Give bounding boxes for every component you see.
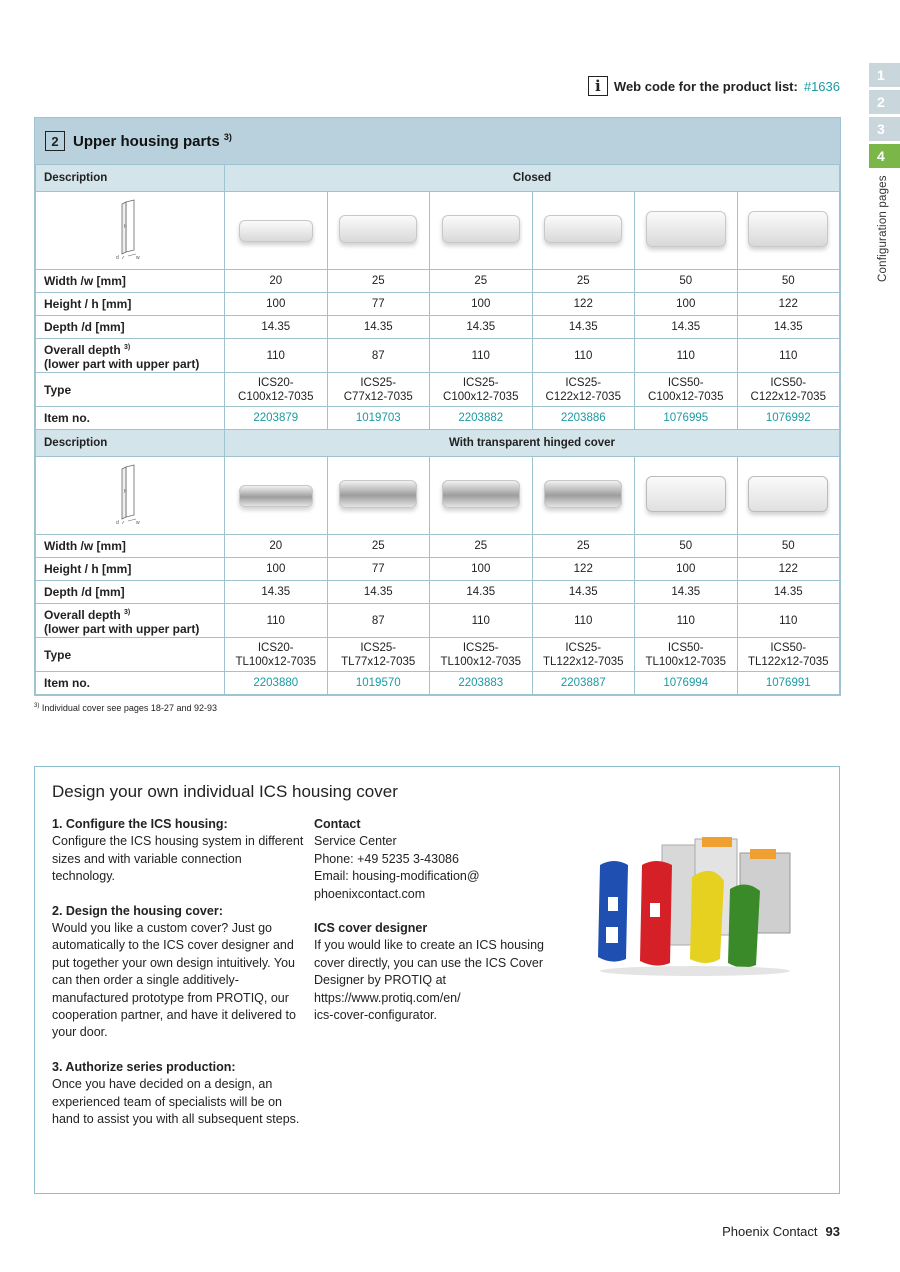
depth-row-value: 14.35: [327, 316, 430, 339]
image-row: [36, 192, 840, 270]
depth-row-label: Depth /d [mm]: [36, 581, 225, 604]
width-row-value: 20: [225, 535, 328, 558]
item-no-label: Item no.: [36, 672, 225, 695]
depth-row-value: 14.35: [635, 581, 738, 604]
height-row-value: 100: [430, 293, 533, 316]
width-row-value: 25: [532, 270, 635, 293]
product-image-cell: [430, 457, 533, 535]
housing-cover-image: [442, 215, 520, 243]
design-steps: [52, 816, 304, 1129]
product-image-cell: [225, 457, 328, 535]
product-image-cell: [635, 457, 738, 535]
height-row-value: 100: [635, 558, 738, 581]
overall-depth-label: [36, 604, 225, 638]
depth-row-value: 14.35: [327, 581, 430, 604]
overall-depth-label-note: (lower part with upper part): [44, 356, 200, 371]
step1-text: Configure the ICS housing system in different sizes and with variable connection technology.: [52, 834, 304, 884]
type-value: [327, 638, 430, 672]
housing-cover-image: [239, 485, 313, 507]
item-no-link[interactable]: 1019570: [327, 672, 430, 695]
type-value: [737, 373, 840, 407]
width-row-label: Width /w [mm]: [36, 535, 225, 558]
chapter-tab-3[interactable]: 3: [869, 117, 900, 141]
height-row-value: 77: [327, 293, 430, 316]
overall-depth-footnote-ref: 3): [124, 343, 131, 351]
width-row-value: 50: [737, 535, 840, 558]
height-row-value: 122: [737, 293, 840, 316]
chapter-tabs: [869, 63, 900, 171]
height-row-label: Height / h [mm]: [36, 558, 225, 581]
type-value-line1: ICS20-: [257, 376, 294, 389]
housing-cover-image: [748, 476, 828, 512]
dimension-drawing-cell: [36, 192, 225, 270]
overall-depth-value: 110: [430, 339, 533, 373]
type-value-line1: ICS50-: [770, 376, 807, 389]
overall-depth-row: [36, 604, 840, 638]
width-row: [36, 270, 840, 293]
item-no-label: Item no.: [36, 407, 225, 430]
height-row-value: 77: [327, 558, 430, 581]
image-row: [36, 457, 840, 535]
item-no-link[interactable]: 1076994: [635, 672, 738, 695]
step3-title: 3. Authorize series production:: [52, 1059, 236, 1074]
info-icon: i: [588, 76, 608, 96]
overall-depth-row: [36, 339, 840, 373]
item-no-link[interactable]: 2203887: [532, 672, 635, 695]
type-value: [737, 638, 840, 672]
item-no-link[interactable]: 2203883: [430, 672, 533, 695]
description-row: [36, 430, 840, 457]
height-row-value: 122: [737, 558, 840, 581]
product-image-cell: [327, 457, 430, 535]
type-value-line2: TL77x12-7035: [341, 655, 416, 668]
height-row-value: 100: [225, 558, 328, 581]
design-own-cover-box: [34, 766, 840, 1194]
product-image-cell: [430, 192, 533, 270]
product-image-cell: [532, 192, 635, 270]
footer-brand: Phoenix Contact: [722, 1224, 818, 1239]
description-label: Description: [36, 430, 225, 457]
svg-text:d: d: [116, 254, 119, 260]
overall-depth-value: 110: [737, 604, 840, 638]
overall-depth-label-text: Overall depth: [44, 342, 121, 357]
type-value-line2: TL100x12-7035: [235, 655, 317, 668]
step2-text: Would you like a custom cover? Just go automatically to the ICS cover designer and put together your own design intuitively. You can then order a single additively-manufactured prototype from PROTIQ, our cooperation partner, and have it delivered to your door.: [52, 921, 296, 1040]
variant-header: Closed: [225, 165, 840, 192]
svg-text:h: h: [124, 488, 127, 495]
item-no-link[interactable]: 2203880: [225, 672, 328, 695]
svg-text:w: w: [136, 254, 140, 260]
overall-depth-label-text: Overall depth: [44, 607, 121, 622]
step1-title: 1. Configure the ICS housing:: [52, 817, 228, 831]
depth-row-value: 14.35: [532, 316, 635, 339]
width-row-value: 25: [430, 270, 533, 293]
depth-row-value: 14.35: [430, 581, 533, 604]
section-title: Upper housing parts $^{3)}$: [73, 132, 232, 150]
width-row-value: 25: [327, 535, 430, 558]
width-row-value: 20: [225, 270, 328, 293]
description-row: [36, 165, 840, 192]
dimension-drawing: [110, 198, 150, 260]
side-label: Configuration pages: [877, 175, 889, 282]
type-value-line2: C122x12-7035: [545, 390, 621, 403]
height-row: [36, 293, 840, 316]
height-row-value: 100: [430, 558, 533, 581]
housing-cover-image: [646, 476, 726, 512]
designer-title: ICS cover designer: [314, 921, 428, 936]
depth-row-value: 14.35: [532, 581, 635, 604]
width-row-value: 50: [635, 270, 738, 293]
type-value-line1: ICS50-: [667, 641, 704, 654]
width-row-value: 25: [532, 535, 635, 558]
chapter-tab-2[interactable]: 2: [869, 90, 900, 114]
overall-depth-value: 87: [327, 339, 430, 373]
type-value-line2: TL100x12-7035: [645, 655, 727, 668]
web-code-link[interactable]: #1636: [803, 78, 840, 94]
depth-row: [36, 581, 840, 604]
step3-text: Once you have decided on a design, an experienced team of specialists will be on hand to assist you with all subsequent steps.: [52, 1077, 300, 1127]
type-value-line1: ICS25-: [462, 376, 499, 389]
dimension-drawing: [110, 463, 150, 525]
type-value-line1: ICS25-: [360, 376, 397, 389]
type-value-line2: TL122x12-7035: [747, 655, 829, 668]
type-value-line1: ICS50-: [667, 376, 704, 389]
upper-housing-table: [34, 117, 841, 696]
dimension-drawing-cell: [36, 457, 225, 535]
design-contact: [314, 816, 554, 1024]
contact-title: Contact: [314, 817, 361, 831]
designer-text: If you would like to create an ICS housing cover directly, you can use the ICS Cover Designer by PROTIQ at https://www.protiq.com/en/ ics-cover-configurator.: [314, 938, 544, 1023]
housing-covers-photo: [590, 837, 805, 977]
width-row-label: Width /w [mm]: [36, 270, 225, 293]
height-row-value: 100: [225, 293, 328, 316]
contact-lines: Service Center Phone: +49 5235 3-43086 Email: housing-modification@ phoenixcontact.com: [314, 834, 480, 901]
type-value: [635, 638, 738, 672]
overall-depth-footnote-ref: 3): [124, 608, 131, 616]
type-value: [327, 373, 430, 407]
type-value-line2: TL122x12-7035: [542, 655, 624, 668]
type-value-line2: C100x12-7035: [443, 390, 519, 403]
step2-title: 2. Design the housing cover:: [52, 903, 223, 918]
type-value-line1: ICS50-: [770, 641, 807, 654]
item-no-link[interactable]: 2203882: [430, 407, 533, 430]
overall-depth-value: 110: [225, 604, 328, 638]
svg-text:w: w: [136, 519, 140, 525]
item-no-link[interactable]: 1076992: [737, 407, 840, 430]
depth-row-value: 14.35: [635, 316, 738, 339]
overall-depth-value: 110: [532, 339, 635, 373]
type-value-line2: C77x12-7035: [343, 390, 413, 403]
width-row-value: 25: [327, 270, 430, 293]
housing-cover-image: [239, 220, 313, 242]
product-image-cell: [225, 192, 328, 270]
item-no-row: [36, 672, 840, 695]
type-value: [430, 638, 533, 672]
depth-row-value: 14.35: [430, 316, 533, 339]
section-number: 2: [45, 131, 65, 151]
section-header: [35, 118, 840, 164]
type-label: Type: [36, 638, 225, 672]
variant-header: With transparent hinged cover: [225, 430, 840, 457]
type-value-line1: ICS25-: [565, 376, 602, 389]
svg-text:h: h: [124, 223, 127, 230]
overall-depth-value: 110: [737, 339, 840, 373]
housing-cover-image: [339, 480, 417, 508]
product-image-cell: [635, 192, 738, 270]
type-row: [36, 638, 840, 672]
item-no-link[interactable]: 1076991: [737, 672, 840, 695]
overall-depth-value: 110: [635, 604, 738, 638]
design-title: Design your own individual ICS housing cover: [52, 782, 398, 801]
type-row: [36, 373, 840, 407]
page-number: 93: [825, 1224, 840, 1239]
type-value: [635, 373, 738, 407]
housing-cover-image: [748, 211, 828, 247]
height-row-value: 122: [532, 558, 635, 581]
type-value-line2: C100x12-7035: [648, 390, 724, 403]
height-row-label: Height / h [mm]: [36, 293, 225, 316]
web-code: [588, 76, 840, 96]
overall-depth-value: 110: [225, 339, 328, 373]
type-value: [532, 373, 635, 407]
housing-cover-image: [544, 480, 622, 508]
item-no-link[interactable]: 2203886: [532, 407, 635, 430]
footnote: $^{3)}$ Individual cover see pages 18-27 and 92-93: [34, 703, 217, 713]
height-row-value: 122: [532, 293, 635, 316]
height-row-value: 100: [635, 293, 738, 316]
type-value-line1: ICS25-: [565, 641, 602, 654]
width-row-value: 50: [737, 270, 840, 293]
overall-depth-value: 110: [635, 339, 738, 373]
depth-row-label: Depth /d [mm]: [36, 316, 225, 339]
housing-cover-image: [442, 480, 520, 508]
height-row: [36, 558, 840, 581]
chapter-tab-4[interactable]: 4: [869, 144, 900, 168]
housing-cover-image: [544, 215, 622, 243]
width-row-value: 50: [635, 535, 738, 558]
type-value: [430, 373, 533, 407]
depth-row-value: 14.35: [737, 316, 840, 339]
product-image-cell: [327, 192, 430, 270]
type-value-line2: TL100x12-7035: [440, 655, 522, 668]
item-no-row: [36, 407, 840, 430]
overall-depth-value: 110: [430, 604, 533, 638]
item-no-link[interactable]: 2203879: [225, 407, 328, 430]
housing-cover-image: [646, 211, 726, 247]
item-no-link[interactable]: 1019703: [327, 407, 430, 430]
item-no-link[interactable]: 1076995: [635, 407, 738, 430]
overall-depth-label: [36, 339, 225, 373]
product-image-cell: [737, 192, 840, 270]
web-code-label: Web code for the product list:: [613, 78, 798, 94]
type-value-line2: C122x12-7035: [750, 390, 826, 403]
type-value-line1: ICS25-: [462, 641, 499, 654]
depth-row-value: 14.35: [225, 581, 328, 604]
type-value: [225, 638, 328, 672]
product-image-cell: [737, 457, 840, 535]
depth-row: [36, 316, 840, 339]
svg-text:d: d: [116, 519, 119, 525]
product-table: [35, 164, 840, 695]
type-value: [225, 373, 328, 407]
type-value-line1: ICS20-: [257, 641, 294, 654]
width-row-value: 25: [430, 535, 533, 558]
type-value: [532, 638, 635, 672]
depth-row-value: 14.35: [225, 316, 328, 339]
depth-row-value: 14.35: [737, 581, 840, 604]
width-row: [36, 535, 840, 558]
overall-depth-label-note: (lower part with upper part): [44, 621, 200, 636]
chapter-tab-1[interactable]: 1: [869, 63, 900, 87]
description-label: Description: [36, 165, 225, 192]
housing-cover-image: [339, 215, 417, 243]
type-value-line2: C100x12-7035: [238, 390, 314, 403]
page-footer: [722, 1224, 840, 1239]
overall-depth-value: 87: [327, 604, 430, 638]
product-image-cell: [532, 457, 635, 535]
type-label: Type: [36, 373, 225, 407]
overall-depth-value: 110: [532, 604, 635, 638]
type-value-line1: ICS25-: [360, 641, 397, 654]
